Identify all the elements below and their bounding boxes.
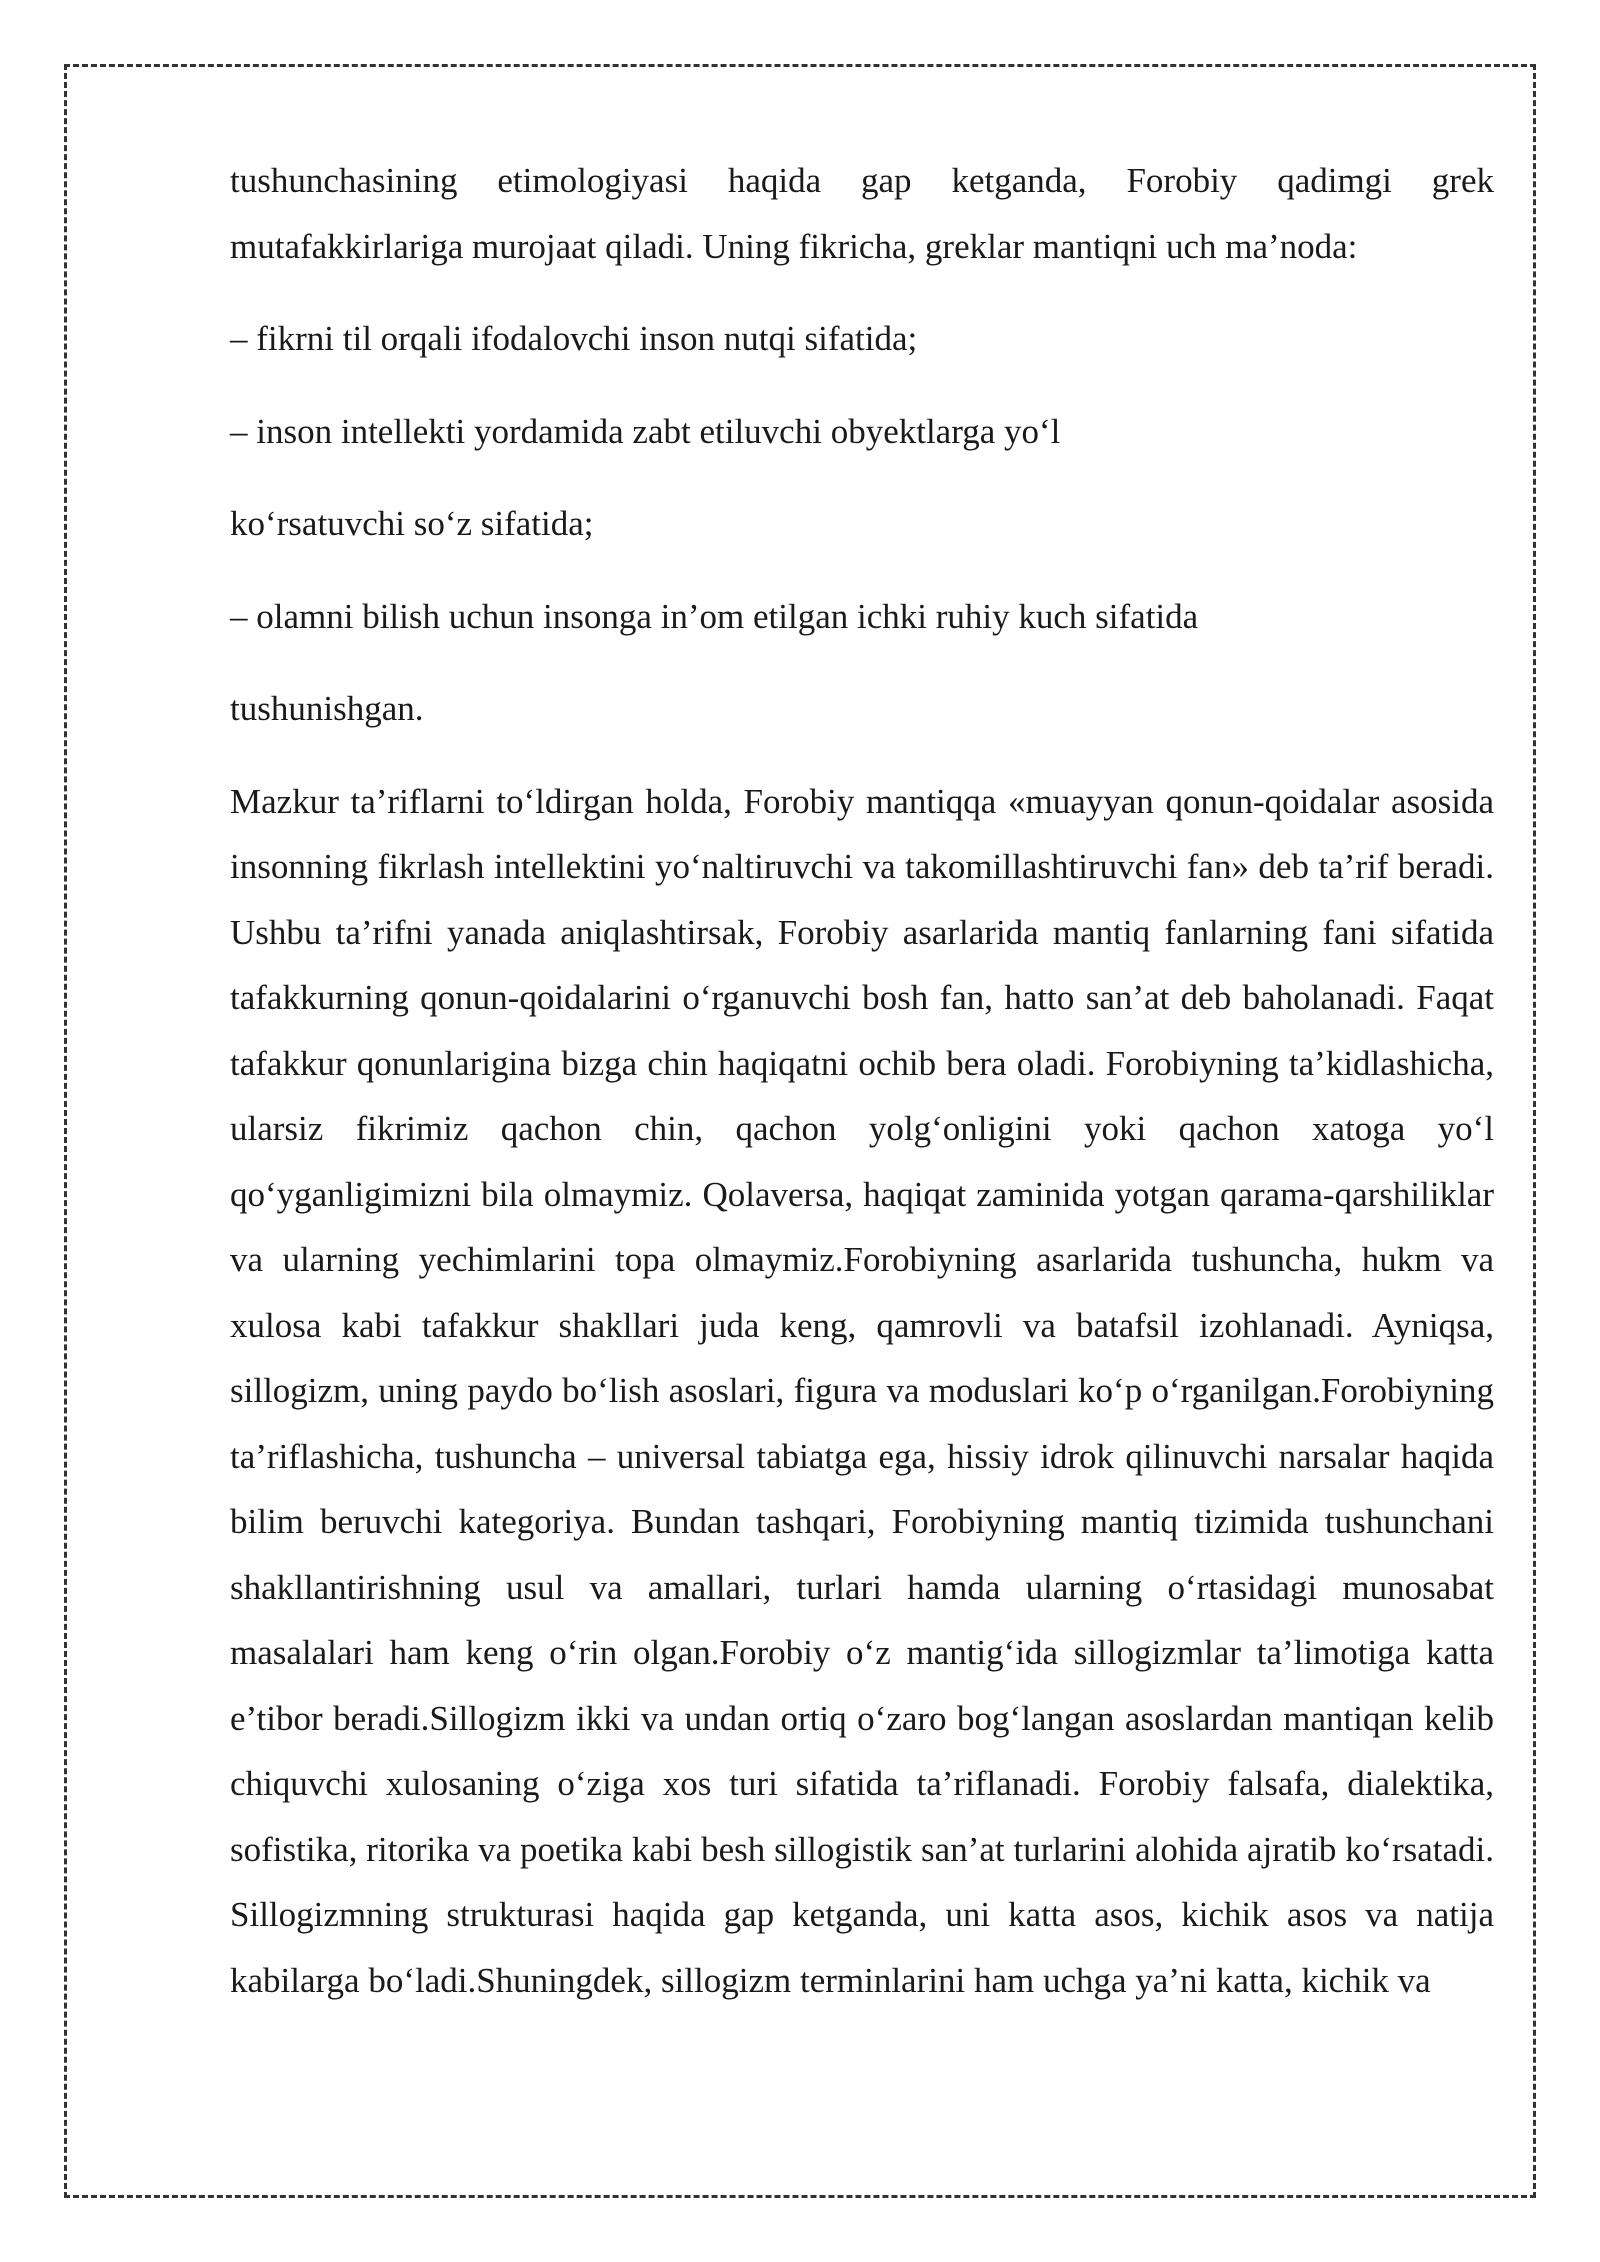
list-item: – olamni bilish uchun insonga in’om etilgan ichki ruhiy kuch sifatida: [230, 596, 1199, 636]
intro-paragraph: tushunchasining etimologiyasi haqida gap ketganda, Forobiy qadimgi grek mutafakkirlariga murojaat qiladi. Uning fikricha, greklar mantiqni uch ma’noda:: [230, 161, 1494, 266]
document-body: [230, 148, 1494, 2013]
list-item-continuation: ko‘rsatuvchi so‘z sifatida;: [230, 504, 594, 543]
main-paragraph: Mazkur ta’riflarni to‘ldirgan holda, Forobiy mantiqqa «muayyan qonun-qoidalar asosida insonning fikrlash intellektini yo‘naltiruvchi va takomillashtiruvchi fan» deb ta’rif beradi. Ushbu ta’rifni yanada aniqlashtirsak, Forobiy asarlarida mantiq fanlarning fani sifatida tafakkurning qonun-qoidalarini o‘rganuvchi bosh fan, hatto san’at deb baholanadi. Faqat tafakkur qonunlarigina bizga chin haqiqatni ochib bera oladi. Forobiyning ta’kidlashicha, ularsiz fikrimiz qachon chin, qachon yolg‘onligini yoki qachon xatoga yo‘l qo‘yganligimizni bila olmaymiz. Qolaversa, haqiqat zaminida yotgan qarama-qarshiliklar va ularning yechimlarini topa olmaymiz.Forobiyning asarlarida tushuncha, hukm va xulosa kabi tafakkur shakllari juda keng, qamrovli va batafsil izohlanadi. Ayniqsa, sillogizm, uning paydo bo‘lish asoslari, figura va moduslari ko‘p o‘rganilgan.Forobiyning ta’riflashicha, tushuncha – universal tabiatga ega, hissiy idrok qilinuvchi narsalar haqida bilim beruvchi kategoriya. Bundan tashqari, Forobiyning mantiq tizimida tushunchani shakllantirishning usul va amallari, turlari hamda ularning o‘rtasidagi munosabat masalalari ham keng o‘rin olgan.Forobiy o‘z mantig‘ida sillogizmlar ta’limotiga katta e’tibor beradi.Sillogizm ikki va undan ortiq o‘zaro bog‘langan asoslardan mantiqan kelib chiquvchi xulosaning o‘ziga xos turi sifatida ta’riflanadi. Forobiy falsafa, dialektika, sofistika, ritorika va poetika kabi besh sillogistik san’at turlarini alohida ajratib ko‘rsatadi. Sillogizmning strukturasi haqida gap ketganda, uni katta asos, kichik asos va natija kabilarga bo‘ladi.Shuningdek, sillogizm terminlarini ham uchga ya’ni katta, kichik va: [230, 781, 1494, 2000]
list-item: – fikrni til orqali ifodalovchi inson nutqi sifatida;: [230, 319, 918, 358]
list-item-continuation: tushunishgan.: [230, 689, 424, 728]
list-item: – inson intellekti yordamida zabt etiluvchi obyektlarga yo‘l: [230, 411, 1061, 451]
